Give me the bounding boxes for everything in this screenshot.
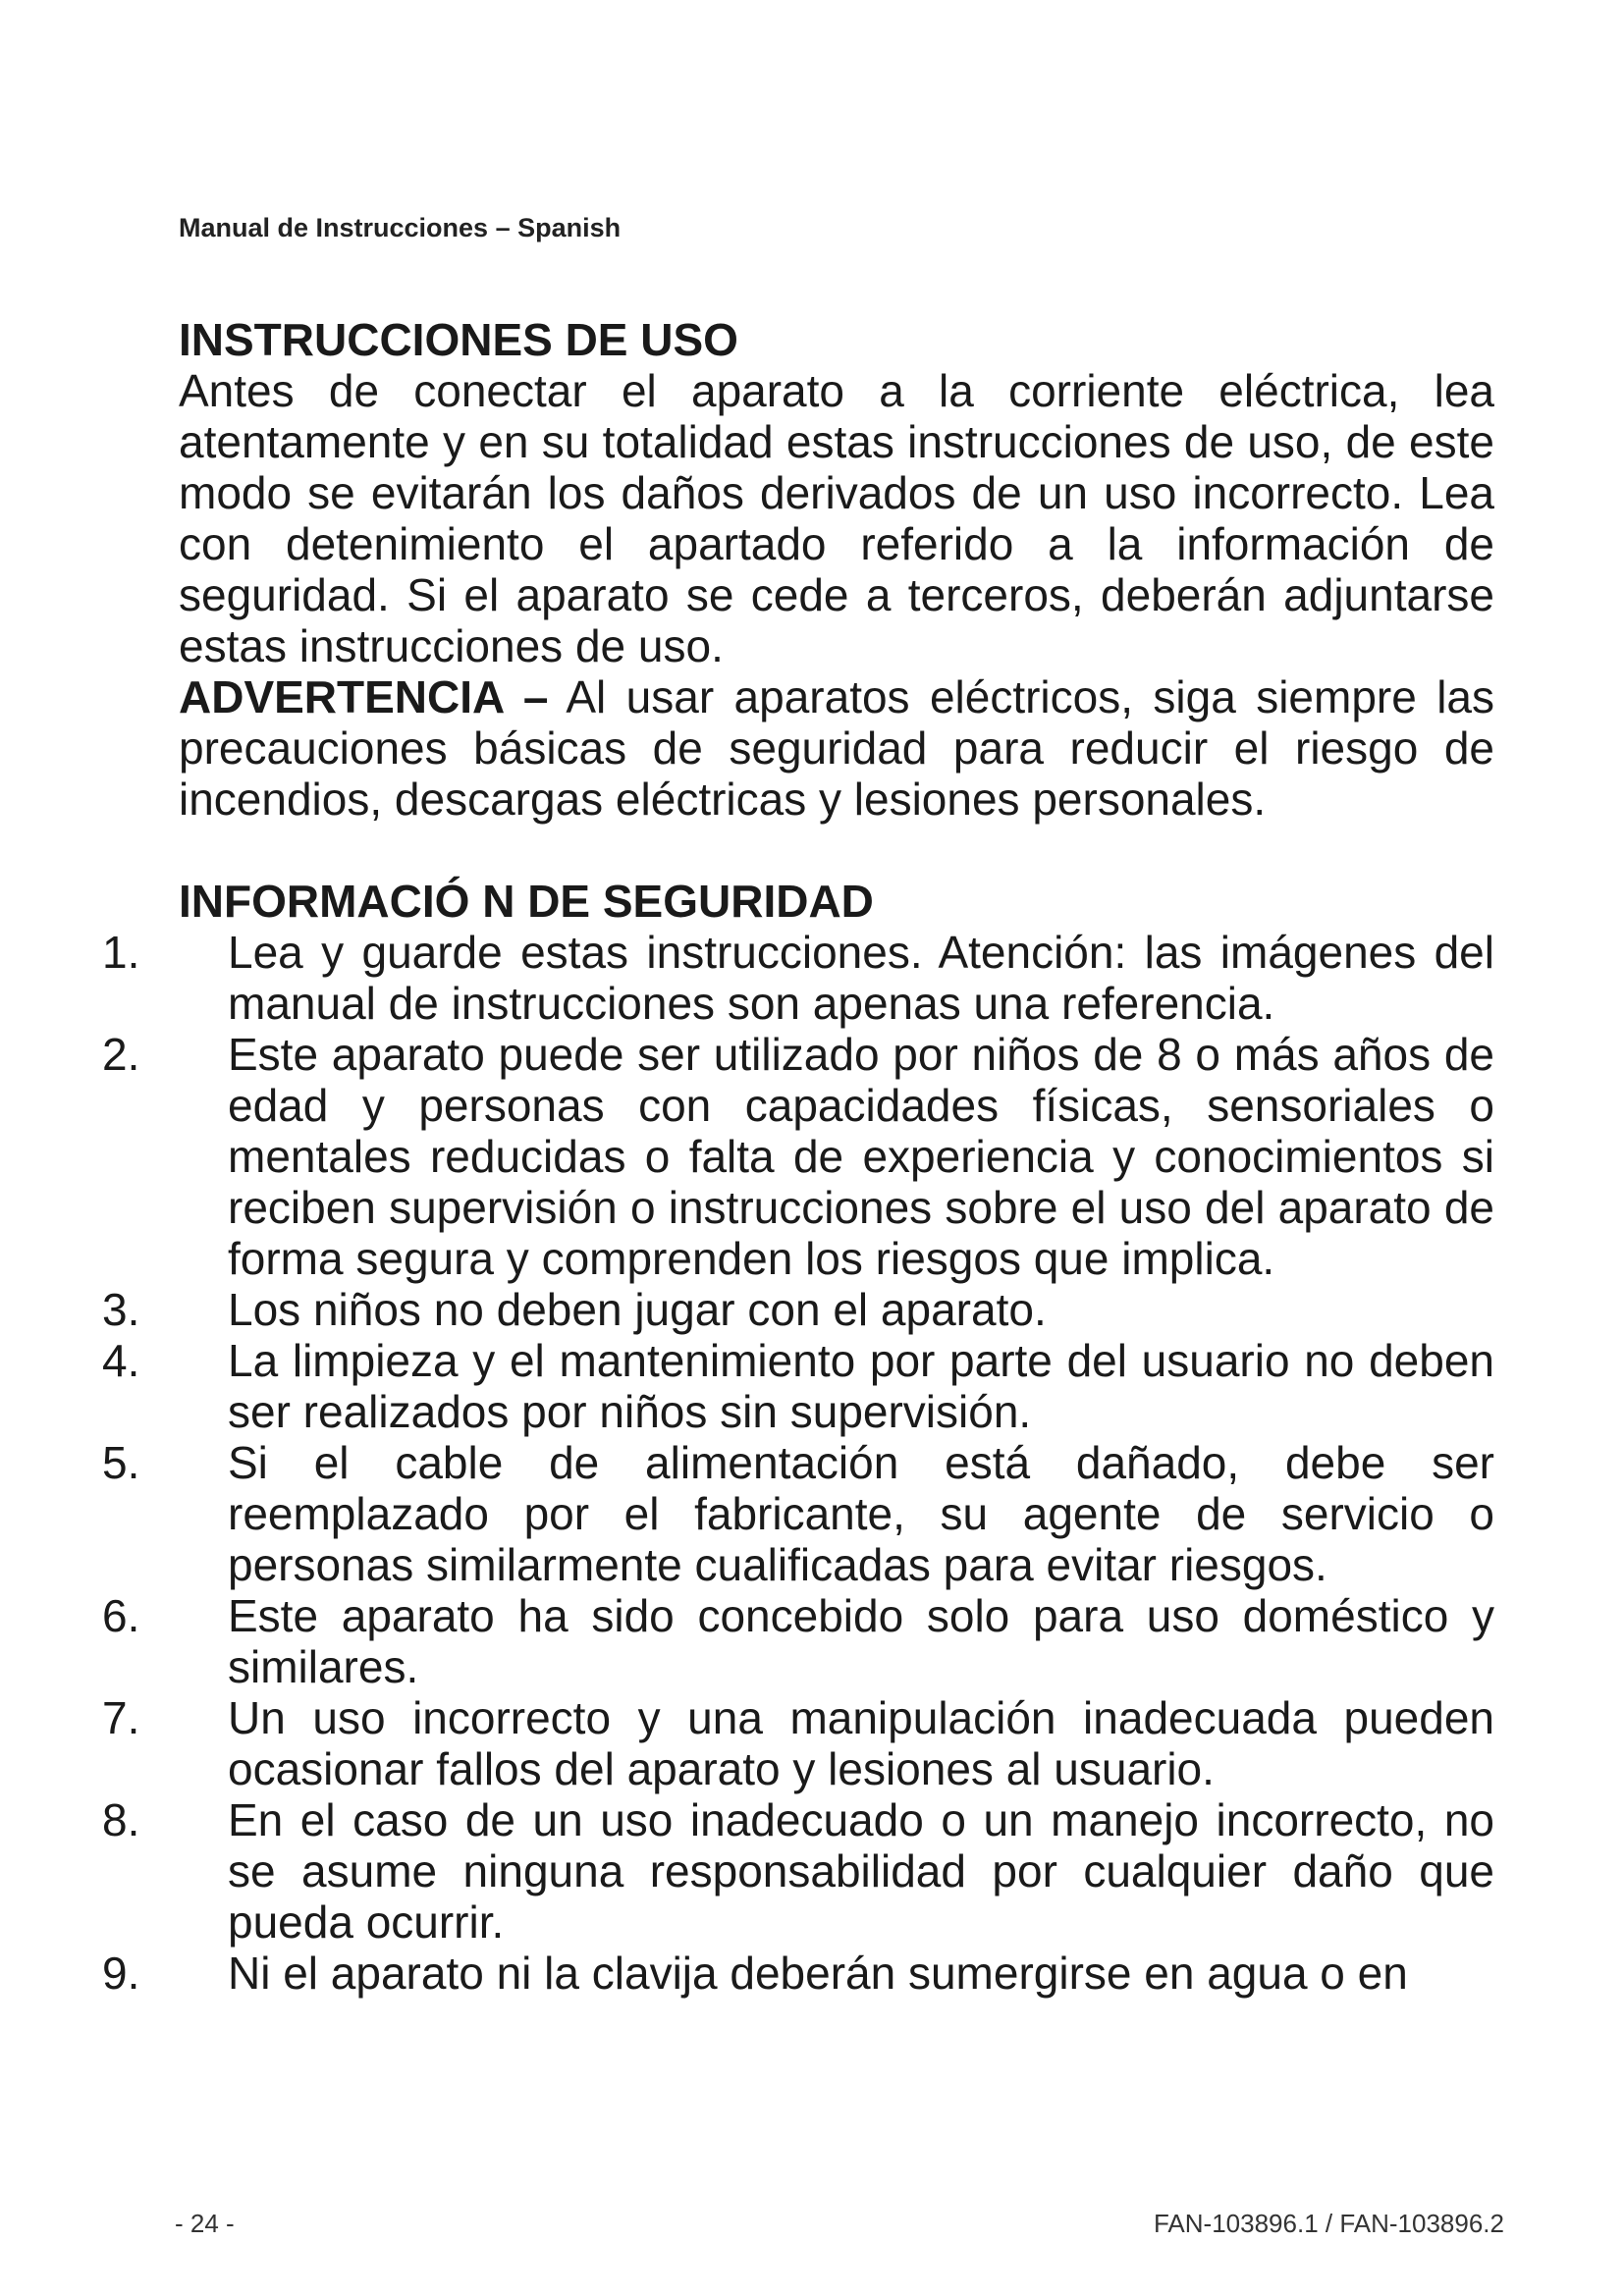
list-item: 5. Si el cable de alimentación está dañado, debe ser reemplazado por el fabricante, su agente de servicio o personas similarmente cualificadas para evitar riesgos. [102, 1437, 1494, 1590]
usage-title: INSTRUCCIONES DE USO [179, 314, 738, 365]
warning-paragraph [179, 671, 1494, 825]
item-text: En el caso de un uso inadecuado o un manejo incorrecto, no se asume ninguna responsabilidad por cualquier daño que pueda ocurrir. [228, 1794, 1494, 1948]
warning-label: ADVERTENCIA – [179, 671, 549, 722]
page-number: - 24 - [175, 2209, 235, 2238]
list-item: 2. Este aparato puede ser utilizado por niños de 8 o más años de edad y personas con capacidades físicas, sensoriales o mentales reducidas o falta de experiencia y conocimientos si reciben supervisión o instrucciones sobre el uso del aparato de forma segura y comprenden los riesgos que implica. [102, 1029, 1494, 1284]
list-item: 9. Ni el aparato ni la clavija deberán sumergirse en agua o en [179, 1948, 1494, 1999]
section-gap [179, 825, 1494, 876]
warning-text: Al usar aparatos eléctricos, siga siempre las precauciones básicas de seguridad para reducir el riesgo de incendios, descargas eléctricas y lesiones personales. [179, 671, 1494, 825]
item-text: Ni el aparato ni la clavija deberán sumergirse en agua o en [228, 1948, 1408, 1999]
list-item: 4. La limpieza y el mantenimiento por parte del usuario no deben ser realizados por niños sin supervisión. [102, 1335, 1494, 1437]
list-item: 7. Un uso incorrecto y una manipulación inadecuada pueden ocasionar fallos del aparato y lesiones al usuario. [102, 1692, 1494, 1794]
safety-list [102, 927, 1494, 1999]
item-text: Si el cable de alimentación está dañado, debe ser reemplazado por el fabricante, su agente de servicio o personas similarmente cualificadas para evitar riesgos. [228, 1437, 1494, 1590]
model-number: FAN-103896.1 / FAN-103896.2 [1153, 2209, 1504, 2238]
list-item: 1. Lea y guarde estas instrucciones. Atención: las imágenes del manual de instrucciones son apenas una referencia. [102, 927, 1494, 1029]
list-item: 6. Este aparato ha sido concebido solo para uso doméstico y similares. [102, 1590, 1494, 1692]
item-text: Un uso incorrecto y una manipulación inadecuada pueden ocasionar fallos del aparato y lesiones al usuario. [228, 1692, 1494, 1794]
item-text: Lea y guarde estas instrucciones. Atención: las imágenes del manual de instrucciones son apenas una referencia. [228, 927, 1494, 1029]
list-item: 8. En el caso de un uso inadecuado o un manejo incorrecto, no se asume ninguna responsabilidad por cualquier daño que pueda ocurrir. [102, 1794, 1494, 1948]
item-text: Este aparato ha sido concebido solo para uso doméstico y similares. [228, 1590, 1494, 1692]
item-text: Este aparato puede ser utilizado por niños de 8 o más años de edad y personas con capacidades físicas, sensoriales o mentales reducidas o falta de experiencia y conocimientos si reciben supervisión o instrucciones sobre el uso del aparato de forma segura y comprenden los riesgos que implica. [228, 1029, 1494, 1284]
list-item: 3. Los niños no deben jugar con el aparato. [179, 1284, 1494, 1335]
usage-paragraph: Antes de conectar el aparato a la corriente eléctrica, lea atentamente y en su totalidad estas instrucciones de uso, de este modo se evitarán los daños derivados de un uso incorrecto. Lea con detenimiento el apartado referido a la información de seguridad. Si el aparato se cede a terceros, deberán adjuntarse estas instrucciones de uso. [179, 365, 1494, 671]
safety-title: INFORMACIÓ N DE SEGURIDAD [179, 876, 874, 927]
item-text: Los niños no deben jugar con el aparato. [228, 1284, 1047, 1335]
item-text: La limpieza y el mantenimiento por parte del usuario no deben ser realizados por niños sin supervisión. [228, 1335, 1494, 1437]
running-header: Manual de Instrucciones – Spanish [179, 213, 622, 242]
page-content [102, 314, 1494, 1999]
